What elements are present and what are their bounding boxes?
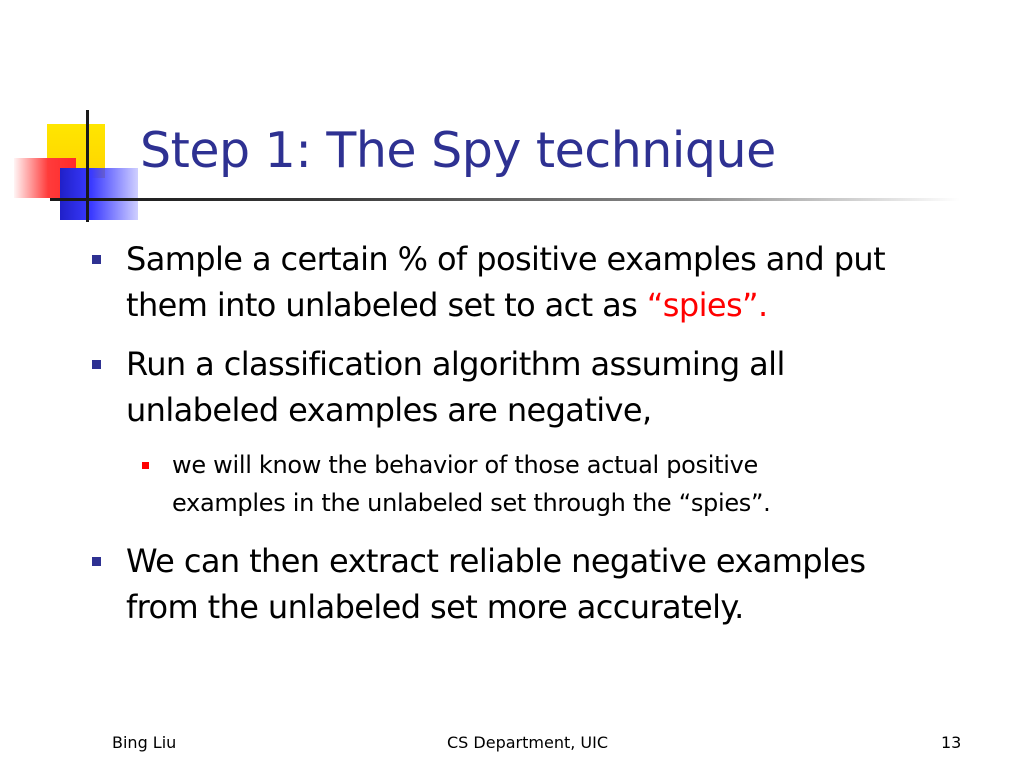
footer-page-number: 13	[941, 733, 962, 752]
footer-author: Bing Liu	[112, 733, 177, 752]
bullet-line: from the unlabeled set more accurately.	[126, 588, 744, 626]
bullet-line: Sample a certain % of positive examples and put	[126, 240, 886, 278]
bullet-line	[126, 282, 885, 328]
title-underline	[50, 198, 960, 201]
bullet-item	[126, 538, 865, 630]
bullet-text: them into unlabeled set to act as	[126, 286, 647, 324]
footer-department: CS Department, UIC	[447, 733, 609, 752]
sub-bullet-marker	[142, 462, 149, 469]
sub-bullet-item	[172, 446, 770, 522]
bullet-marker	[92, 255, 101, 264]
decorative-blue-bar	[60, 168, 138, 220]
bullet-item	[126, 341, 785, 433]
sub-bullet-line: we will know the behavior of those actual positive	[172, 451, 758, 479]
spies-highlight: “spies”.	[646, 286, 768, 324]
bullet-line: Run a classification algorithm assuming all	[126, 345, 785, 383]
sub-bullet-line: examples in the unlabeled set through the “spies”.	[172, 489, 771, 517]
bullet-marker	[92, 360, 101, 369]
bullet-line: We can then extract reliable negative examples	[126, 542, 866, 580]
bullet-item	[126, 236, 885, 328]
slide-title: Step 1: The Spy technique	[140, 122, 776, 179]
decorative-vertical-line	[86, 110, 89, 222]
bullet-line: unlabeled examples are negative,	[126, 391, 652, 429]
bullet-marker	[92, 557, 101, 566]
